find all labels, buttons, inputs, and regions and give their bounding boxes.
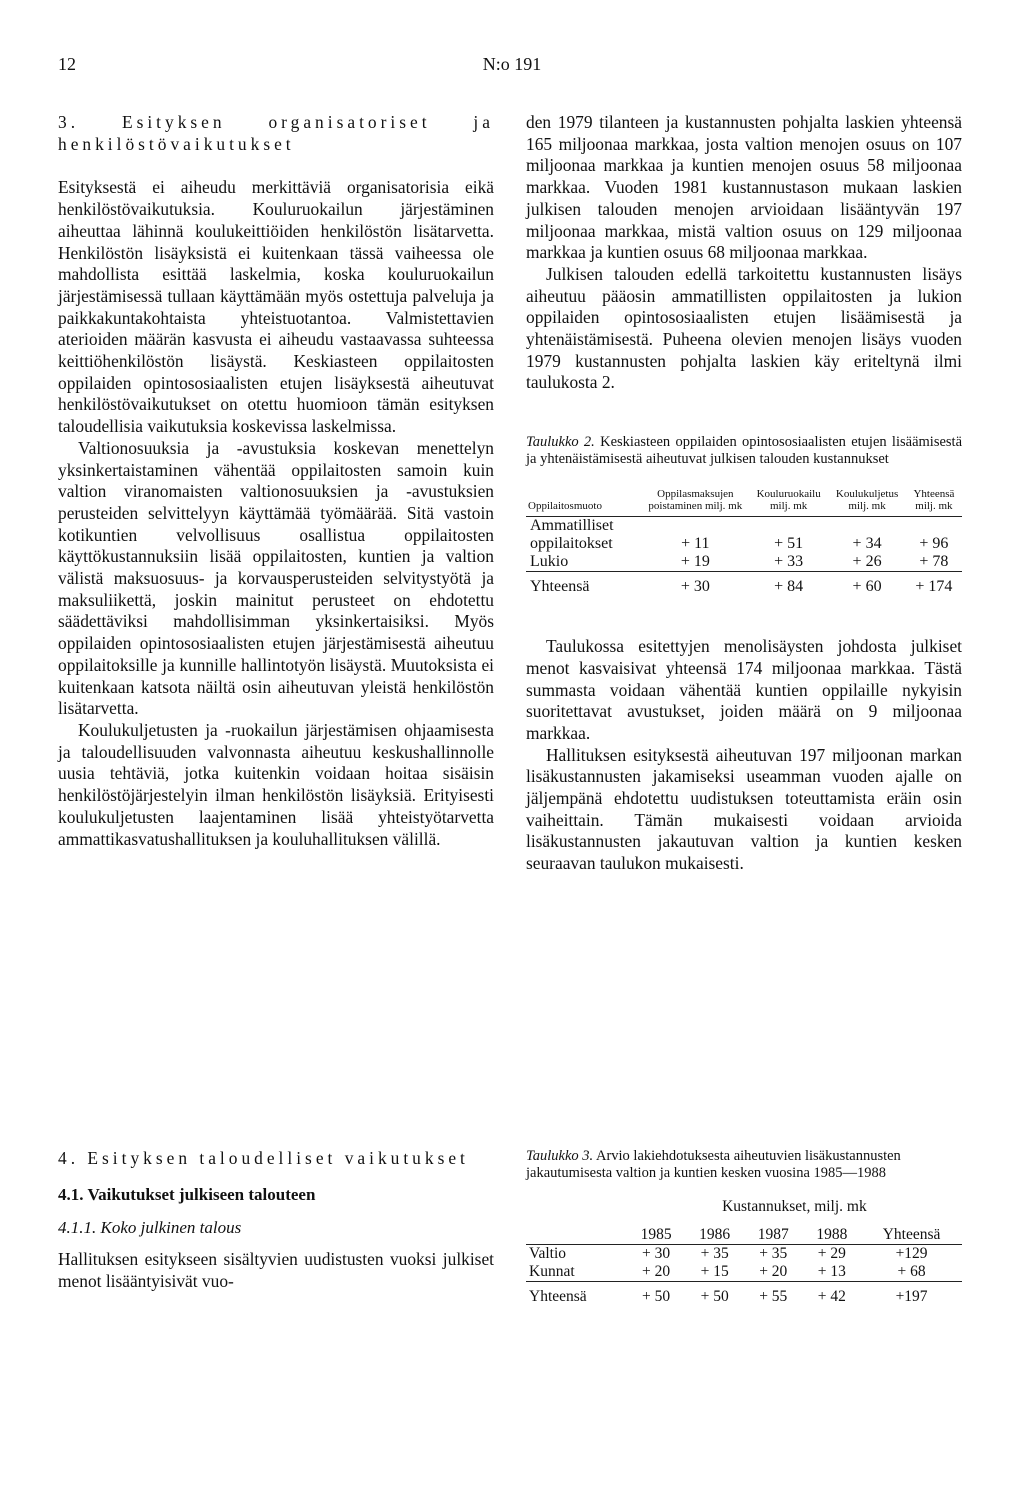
table-row [526, 517, 962, 554]
table-2-header: Oppilasmaksujen poistaminen milj. mk [642, 488, 749, 517]
right-paragraph-2: Julkisen talouden edellä tarkoitettu kustannusten lisäys aiheutuu pääosin ammatillisten oppilaitosten ja lukion oppilaiden opintososiaalisten etujen lisäämisestä ja yhtenäistämisestä. Puheena olevien menojen lisäys vuoden 1979 kustannusten pohjalta laskien käy eriteltynä ilmi taulukosta 2. [526, 263, 962, 393]
cell: + 34 [852, 535, 882, 553]
cell: + 78 [919, 553, 949, 571]
table-3-block [526, 1148, 962, 1306]
section-3-paragraph-2: Valtionosuuksia ja -avustuksia koskevan menettelyn yksinkertaistaminen vähentää oppilaitosten samoin kuin valtion viranomaisten valtionosuuksien ja -avustuksien perusteiden selvittelyyn käyttämää työmäärää. Sitä vastoin kotikuntien velvollisuus osallistua oppilaitosten käyttökustannuksiin lisää oppilaitosten, kuntien ja valtion välistä maksuosuus- ja korvausperusteiden selvitystyötä ja maksuliikettä, joskin mainitut perusteet on ehdotettu säädettäviksi mahdollisimman yksinkertaisiksi. Myös oppilaiden opintososiaalisten etujen järjestämisestä aiheutuu oppilaitoksille ja kunnille hallintotyön lisäystä. Muutoksista ei kuitenkaan katsota näiltä osin aiheutuvan yleistä henkilöstön lisätarvetta. [58, 437, 494, 719]
row-label: Valtio [529, 1245, 567, 1262]
cell: + 20 [642, 1263, 671, 1280]
cell: + 50 [627, 1282, 686, 1307]
table-2-caption-text: Keskiasteen oppilaiden opintososiaalisten etujen lisäämisestä ja yhtenäistämisestä aiheutuvat julkisen talouden kustannukset [526, 434, 962, 468]
section-4-1-heading: 4.1. Vaikutukset julkiseen talouteen [58, 1184, 316, 1204]
section-4-1-1-paragraph: Hallituksen esitykseen sisältyvien uudistusten vuoksi julkiset menot lisääntyisivät vuo- [58, 1249, 494, 1291]
column-header: Yhteensä [861, 1226, 962, 1245]
cell: + 35 [700, 1245, 729, 1262]
document-number: N:o 191 [482, 54, 542, 74]
cell: + 30 [642, 1245, 671, 1262]
section-3-paragraph-1: Esityksestä ei aiheudu merkittäviä organisatorisia eikä henkilöstövaikutuksia. Kouluruokailun järjestäminen aiheuttaa lähinnä koulukeittiöiden henkilöstön lisätarvetta. Henkilöstön lisäyksistä ei kuitenkaan tässä vaiheessa ole mahdollista esittää laskelmia, koska kouluruokailun järjestämisessä tullaan käyttämään myös ostettuja palveluja ja paikkakuntakohtaista yhteistuotantoa. Valmistettavien aterioiden määrän kasvusta ei aiheudu vastaavassa suhteessa keittiöhenkilöstön lisäystä. Keskiasteen oppilaitosten oppilaiden opintososiaalisten etujen lisäyksestä aiheutuvat henkilöstövaikutukset on otettu huomioon tämän esityksen taloudellisia vaikutuksia koskevissa laskelmissa. [58, 177, 494, 437]
cell: + 19 [680, 553, 710, 571]
column-header: 1985 [627, 1226, 686, 1245]
table-row [526, 1263, 962, 1282]
table-3-header-row [526, 1226, 962, 1245]
section-4 [58, 1148, 494, 1293]
table-2-header: Kouluruokailu milj. mk [749, 488, 828, 517]
cell: + 50 [685, 1282, 744, 1307]
cell: + 60 [828, 572, 906, 597]
table-2-label: Taulukko 2. [526, 434, 595, 451]
column-header: 1988 [803, 1226, 862, 1245]
cell: + 68 [897, 1263, 926, 1280]
section-4-1-1-heading: 4.1.1. Koko julkinen talous [58, 1218, 242, 1238]
table-2-header: Oppilaitosmuoto [526, 488, 642, 517]
table-total-row [526, 1282, 962, 1307]
row-label: Yhteensä [526, 1282, 627, 1307]
table-2-header: Yhteensä milj. mk [906, 488, 962, 517]
table-row [526, 1245, 962, 1264]
row-label: Lukio [530, 553, 569, 571]
cell: + 13 [817, 1263, 846, 1280]
cell: + 51 [774, 535, 804, 553]
right-paragraph-3: Taulukossa esitettyjen menolisäysten johdosta julkiset menot kasvaisivat yhteensä 174 miljoonaa markkaa. Tästä summasta voidaan vähentää kuntien oppilaille nykyisin suoritettavat avustukset, joiden määrä on 9 miljoonaa markkaa. [526, 636, 962, 743]
right-paragraph-4: Hallituksen esityksestä aiheutuvan 197 miljoonan markan lisäkustannusten jakamiseksi useamman vuoden ajalle on jäljempänä ehdotettu uudistuksen toteuttamista eräin osin vaiheittain. Tämän mukaisesti voidaan arvioida lisäkustannusten jakautuvan valtion ja kuntien kesken seuraavan taulukon mukaisesti. [526, 744, 962, 874]
section-3-paragraph-3: Koulukuljetusten ja -ruokailun järjestämisen ohjaamisesta ja taloudellisuuden valvonnasta aiheutuu keskushallinnolle uusia tehtäviä, jotka kuitenkin voidaan hoitaa sisäisin henkilöstöjärjestelyin ilman henkilöstön lisäyksiä. Erityisesti koulukuljetusten laajentaminen lisää yhteistyötarvetta ammattikasvatushallituksen ja kouluhallituksen välillä. [58, 719, 494, 849]
column-header: 1986 [685, 1226, 744, 1245]
cell: + 30 [642, 572, 749, 597]
table-3-label: Taulukko 3. [526, 1148, 594, 1164]
section-3-heading: 3. Esityksen organisatoriset ja henkilöstövaikutukset [58, 112, 494, 154]
table-2-caption [526, 434, 962, 468]
left-column [58, 112, 494, 850]
cell: + 11 [681, 535, 710, 553]
cell: + 55 [744, 1282, 803, 1307]
cell: + 29 [817, 1245, 846, 1262]
cell: +197 [861, 1282, 962, 1307]
table-2-header: Koulukuljetus milj. mk [828, 488, 906, 517]
cell: + 33 [774, 553, 804, 571]
row-label: Yhteensä [526, 572, 642, 597]
page-number: 12 [58, 54, 76, 74]
table-2 [526, 488, 962, 596]
cell: + 15 [700, 1263, 729, 1280]
cell: + 84 [749, 572, 828, 597]
cell: + 96 [919, 535, 949, 553]
cell: + 20 [759, 1263, 788, 1280]
row-label: Kunnat [529, 1263, 575, 1280]
right-column [526, 112, 962, 875]
column-header: 1987 [744, 1226, 803, 1245]
cell: + 35 [759, 1245, 788, 1262]
section-4-heading: 4. Esityksen taloudelliset vaikutukset [58, 1148, 469, 1168]
cell: +129 [895, 1245, 928, 1262]
table-total-row [526, 572, 962, 597]
cell: + 174 [906, 572, 962, 597]
table-3 [526, 1194, 962, 1306]
cell: + 26 [852, 553, 882, 571]
table-3-span-header: Kustannukset, milj. mk [722, 1198, 867, 1215]
table-row [526, 553, 962, 572]
table-3-caption-text: Arvio lakiehdotuksesta aiheutuvien lisäkustannusten jakautumisesta valtion ja kuntien kesken vuosina 1985—1988 [526, 1148, 901, 1181]
cell: + 42 [803, 1282, 862, 1307]
table-3-caption [526, 1148, 962, 1182]
right-paragraph-1: den 1979 tilanteen ja kustannusten pohjalta laskien yhteensä 165 miljoonaa markkaa, josta valtion menojen osuus on 107 miljoonaa markkaa ja kuntien menojen osuus 58 miljoonaa markkaa. Vuoden 1981 kustannustason mukaan laskien julkisen talouden menojen arvioidaan lisääntyvän 197 miljoonaa markkaa, mistä valtion osuus on 129 miljoonaa markkaa ja kuntien osuus 68 miljoonaa markkaa. [526, 112, 962, 263]
row-label: Ammatilliset oppilaitokset [530, 517, 614, 553]
